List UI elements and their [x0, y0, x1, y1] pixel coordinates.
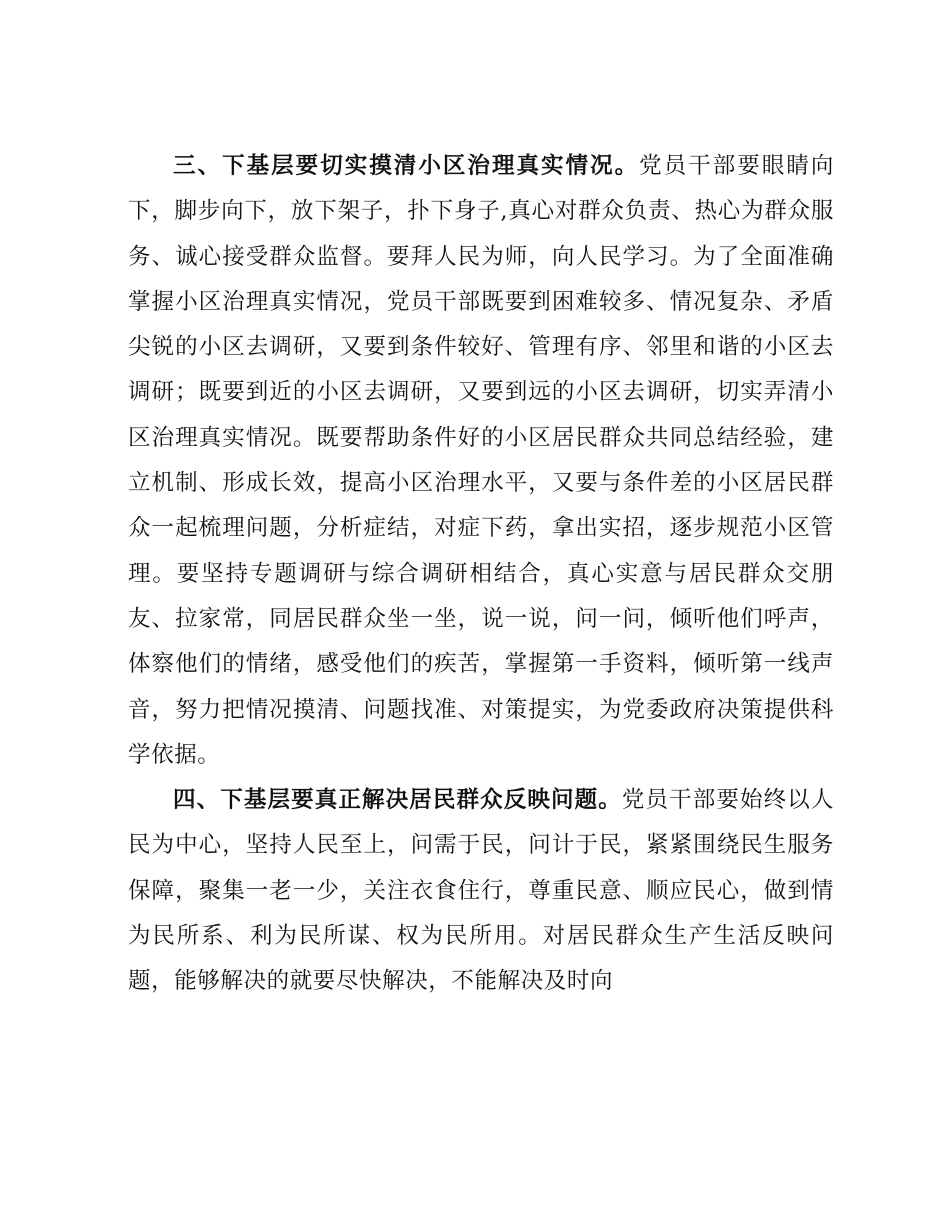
- section-3-heading: 三、下基层要切实摸清小区治理真实情况。: [173, 153, 640, 179]
- section-3-body: 党员干部要眼睛向下，脚步向下，放下架子，扑下身子,真心对群众负责、热心为群众服务、诚心接受群众监督。要拜人民为师，向人民学习。为了全面准确掌握小区治理真实情况，党员干部既要到困难较多、情况复杂、矛盾尖锐的小区去调研，又要到条件较好、管理有序、邻里和谐的小区去调研；既要到近的小区去调研，又要到远的小区去调研，切实弄清小区治理真实情况。既要帮助条件好的小区居民群众共同总结经验，建立机制、形成长效，提高小区治理水平，又要与条件差的小区居民群众一起梳理问题，分析症结，对症下药，拿出实招，逐步规范小区管理。要坚持专题调研与综合调研相结合，真心实意与居民群众交朋友、拉家常，同居民群众坐一坐，说一说，问一问，倾听他们呼声，体察他们的情绪，感受他们的疾苦，掌握第一手资料，倾听第一线声音，努力把情况摸清、问题找准、对策提实，为党委政府决策提供科学依据。: [128, 153, 834, 768]
- paragraph-section-4: [128, 778, 834, 1004]
- section-4-body: 党员干部要始终以人民为中心，坚持人民至上，问需于民，问计于民，紧紧围绕民生服务保障，聚集一老一少，关注衣食住行，尊重民意、顺应民心，做到情为民所系、利为民所谋、权为民所用。对居民群众生产生活反映问题，能够解决的就要尽快解决，不能解决及时向: [128, 787, 834, 995]
- document-body: [128, 144, 834, 1005]
- section-4-heading: 四、下基层要真正解决居民群众反映问题。: [173, 787, 622, 814]
- paragraph-section-3: [128, 144, 834, 778]
